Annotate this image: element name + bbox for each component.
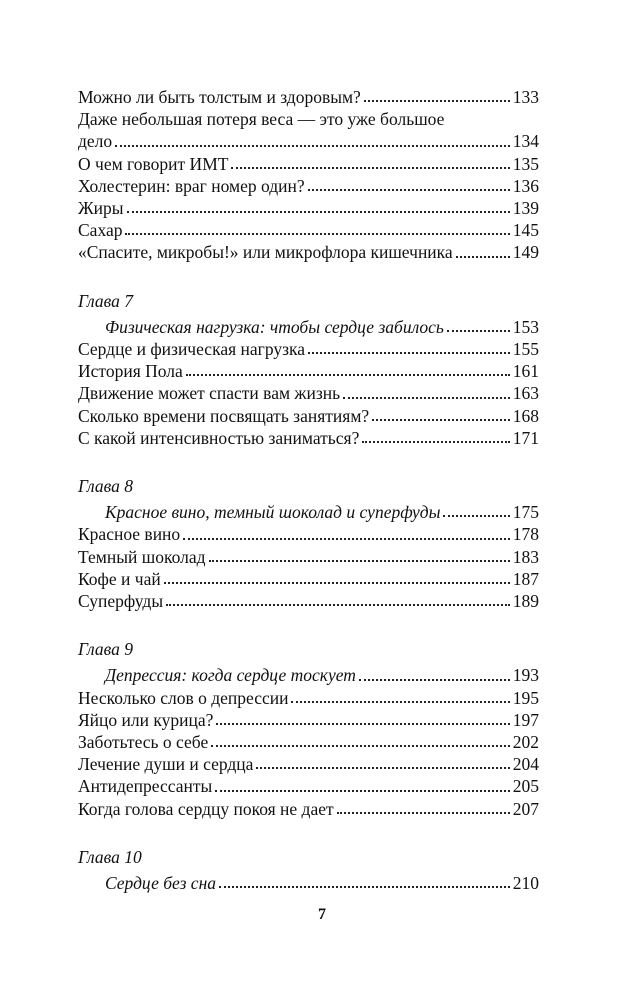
toc-entry-title: Сахар [78,220,123,241]
toc-entry [78,405,539,427]
chapter-title-entry [78,316,539,338]
toc-entry-page: 197 [512,709,539,730]
dot-leader [164,582,510,584]
toc-entry-page: 171 [512,427,539,448]
toc-entry [78,731,539,753]
toc-entry [78,568,539,590]
dot-leader [231,167,509,169]
dot-leader [125,233,509,235]
dot-leader [215,790,509,792]
chapter-label: Глава 9 [78,639,133,660]
toc-entry-page: 168 [512,405,539,426]
toc-entry-title: Когда голова сердцу покоя не дает [78,798,334,819]
toc-entry-page: 189 [512,591,539,612]
dot-leader [211,745,510,747]
toc-entry-title-line1: Даже небольшая потеря веса — это уже большое [78,109,445,130]
toc-entry-page: 183 [512,546,539,567]
toc-entry-title: Суперфуды [78,591,164,612]
toc-entry [78,427,539,449]
dot-leader [216,723,509,725]
toc-entry [78,153,539,175]
chapter-9 [78,638,539,820]
toc-entry [78,360,539,382]
chapter-title-entry [78,664,539,686]
dot-leader [308,352,510,354]
toc-entry [78,86,539,108]
toc-entry [78,241,539,263]
chapter-8 [78,475,539,612]
dot-leader [186,374,510,376]
toc-entry [78,546,539,568]
dot-leader [343,397,510,399]
dot-leader [359,679,510,681]
toc-entry-title: Холестерин: враг номер один? [78,175,305,196]
chapter-page: 193 [512,665,539,686]
chapter-title: Сердце без сна [105,873,216,894]
dot-leader [364,100,510,102]
toc-entry-page: 187 [512,568,539,589]
toc-entry-title: История Пола [78,361,183,382]
toc-entry [78,175,539,197]
toc-entry-page: 178 [512,524,539,545]
dot-leader [443,515,509,517]
toc-entry-page: 135 [512,153,539,174]
toc-entry [78,590,539,612]
toc-entry [78,523,539,545]
chapter-7 [78,290,539,449]
toc-entry-page: 139 [512,198,539,219]
toc-entry-title: Движение может спасти вам жизнь [78,383,341,404]
toc-entry-title: Лечение души и сердца [78,754,254,775]
dot-leader [308,189,510,191]
chapter-title: Физическая нагрузка: чтобы сердце забилось [105,316,444,337]
chapter-label: Глава 7 [78,290,133,311]
toc-entry-page: 202 [512,732,539,753]
toc-entry-page: 195 [512,687,539,708]
dot-leader [127,211,510,213]
dot-leader [291,701,509,703]
toc-entry-title: Темный шоколад [78,546,206,567]
toc-entry [78,798,539,820]
toc-entry-page: 149 [512,242,539,263]
dot-leader [337,812,510,814]
toc-entry-title: Красное вино [78,524,181,545]
chapter-title: Красное вино, темный шоколад и суперфуды [105,502,441,523]
toc-entry-title: Заботьтесь о себе [78,732,209,753]
dot-leader [456,256,510,258]
toc-entry [78,775,539,797]
chapter-title-entry [78,501,539,523]
toc-entry-page: 207 [512,798,539,819]
toc-entry-title: дело [78,131,113,152]
page-number: 7 [318,906,326,923]
toc-entry [78,382,539,404]
dot-leader [256,767,509,769]
toc-section-continued [78,86,539,264]
dot-leader [447,330,510,332]
dot-leader [183,538,510,540]
toc-entry-title: С какой интенсивностью заниматься? [78,427,360,448]
dot-leader [166,604,510,606]
toc-entry-title: Яйцо или курица? [78,709,214,730]
toc-entry-title: «Спасите, микробы!» или микрофлора кишечника [78,242,453,263]
toc-entry-wrapped [78,108,539,152]
chapter-label: Глава 10 [78,846,142,867]
toc-entry-page: 134 [512,131,539,152]
toc-entry [78,219,539,241]
toc-entry-title: Сколько времени посвящать занятиям? [78,405,370,426]
toc-entry [78,709,539,731]
dot-leader [219,886,510,888]
toc-entry-title: Сердце и физическая нагрузка [78,339,306,360]
toc-entry-title: Можно ли быть толстым и здоровым? [78,87,361,107]
toc-entry-page: 204 [512,754,539,775]
toc-entry-title: О чем говорит ИМТ [78,153,229,174]
toc-entry [78,197,539,219]
toc-entry [78,338,539,360]
dot-leader [362,441,509,443]
toc-entry-page: 133 [512,87,539,107]
table-of-contents [78,86,539,894]
chapter-page: 210 [512,873,539,894]
chapter-label: Глава 8 [78,476,133,497]
toc-entry-title: Несколько слов о депрессии [78,687,289,708]
chapter-page: 153 [512,316,539,337]
toc-entry-page: 136 [512,175,539,196]
toc-entry-page: 145 [512,220,539,241]
toc-entry-page: 161 [512,361,539,382]
toc-entry-title: Кофе и чай [78,568,161,589]
chapter-10 [78,846,539,894]
toc-entry [78,687,539,709]
chapter-title: Депрессия: когда сердце тоскует [105,665,356,686]
chapter-title-entry [78,872,539,894]
toc-entry-page: 205 [512,776,539,797]
toc-entry-title: Антидепрессанты [78,776,213,797]
toc-entry-page: 155 [512,339,539,360]
toc-entry [78,753,539,775]
toc-entry-page: 163 [512,383,539,404]
toc-entry-title: Жиры [78,198,124,219]
chapter-page: 175 [512,502,539,523]
dot-leader [115,145,510,147]
toc-entry-line2 [78,130,539,152]
dot-leader [209,560,510,562]
dot-leader [372,419,510,421]
